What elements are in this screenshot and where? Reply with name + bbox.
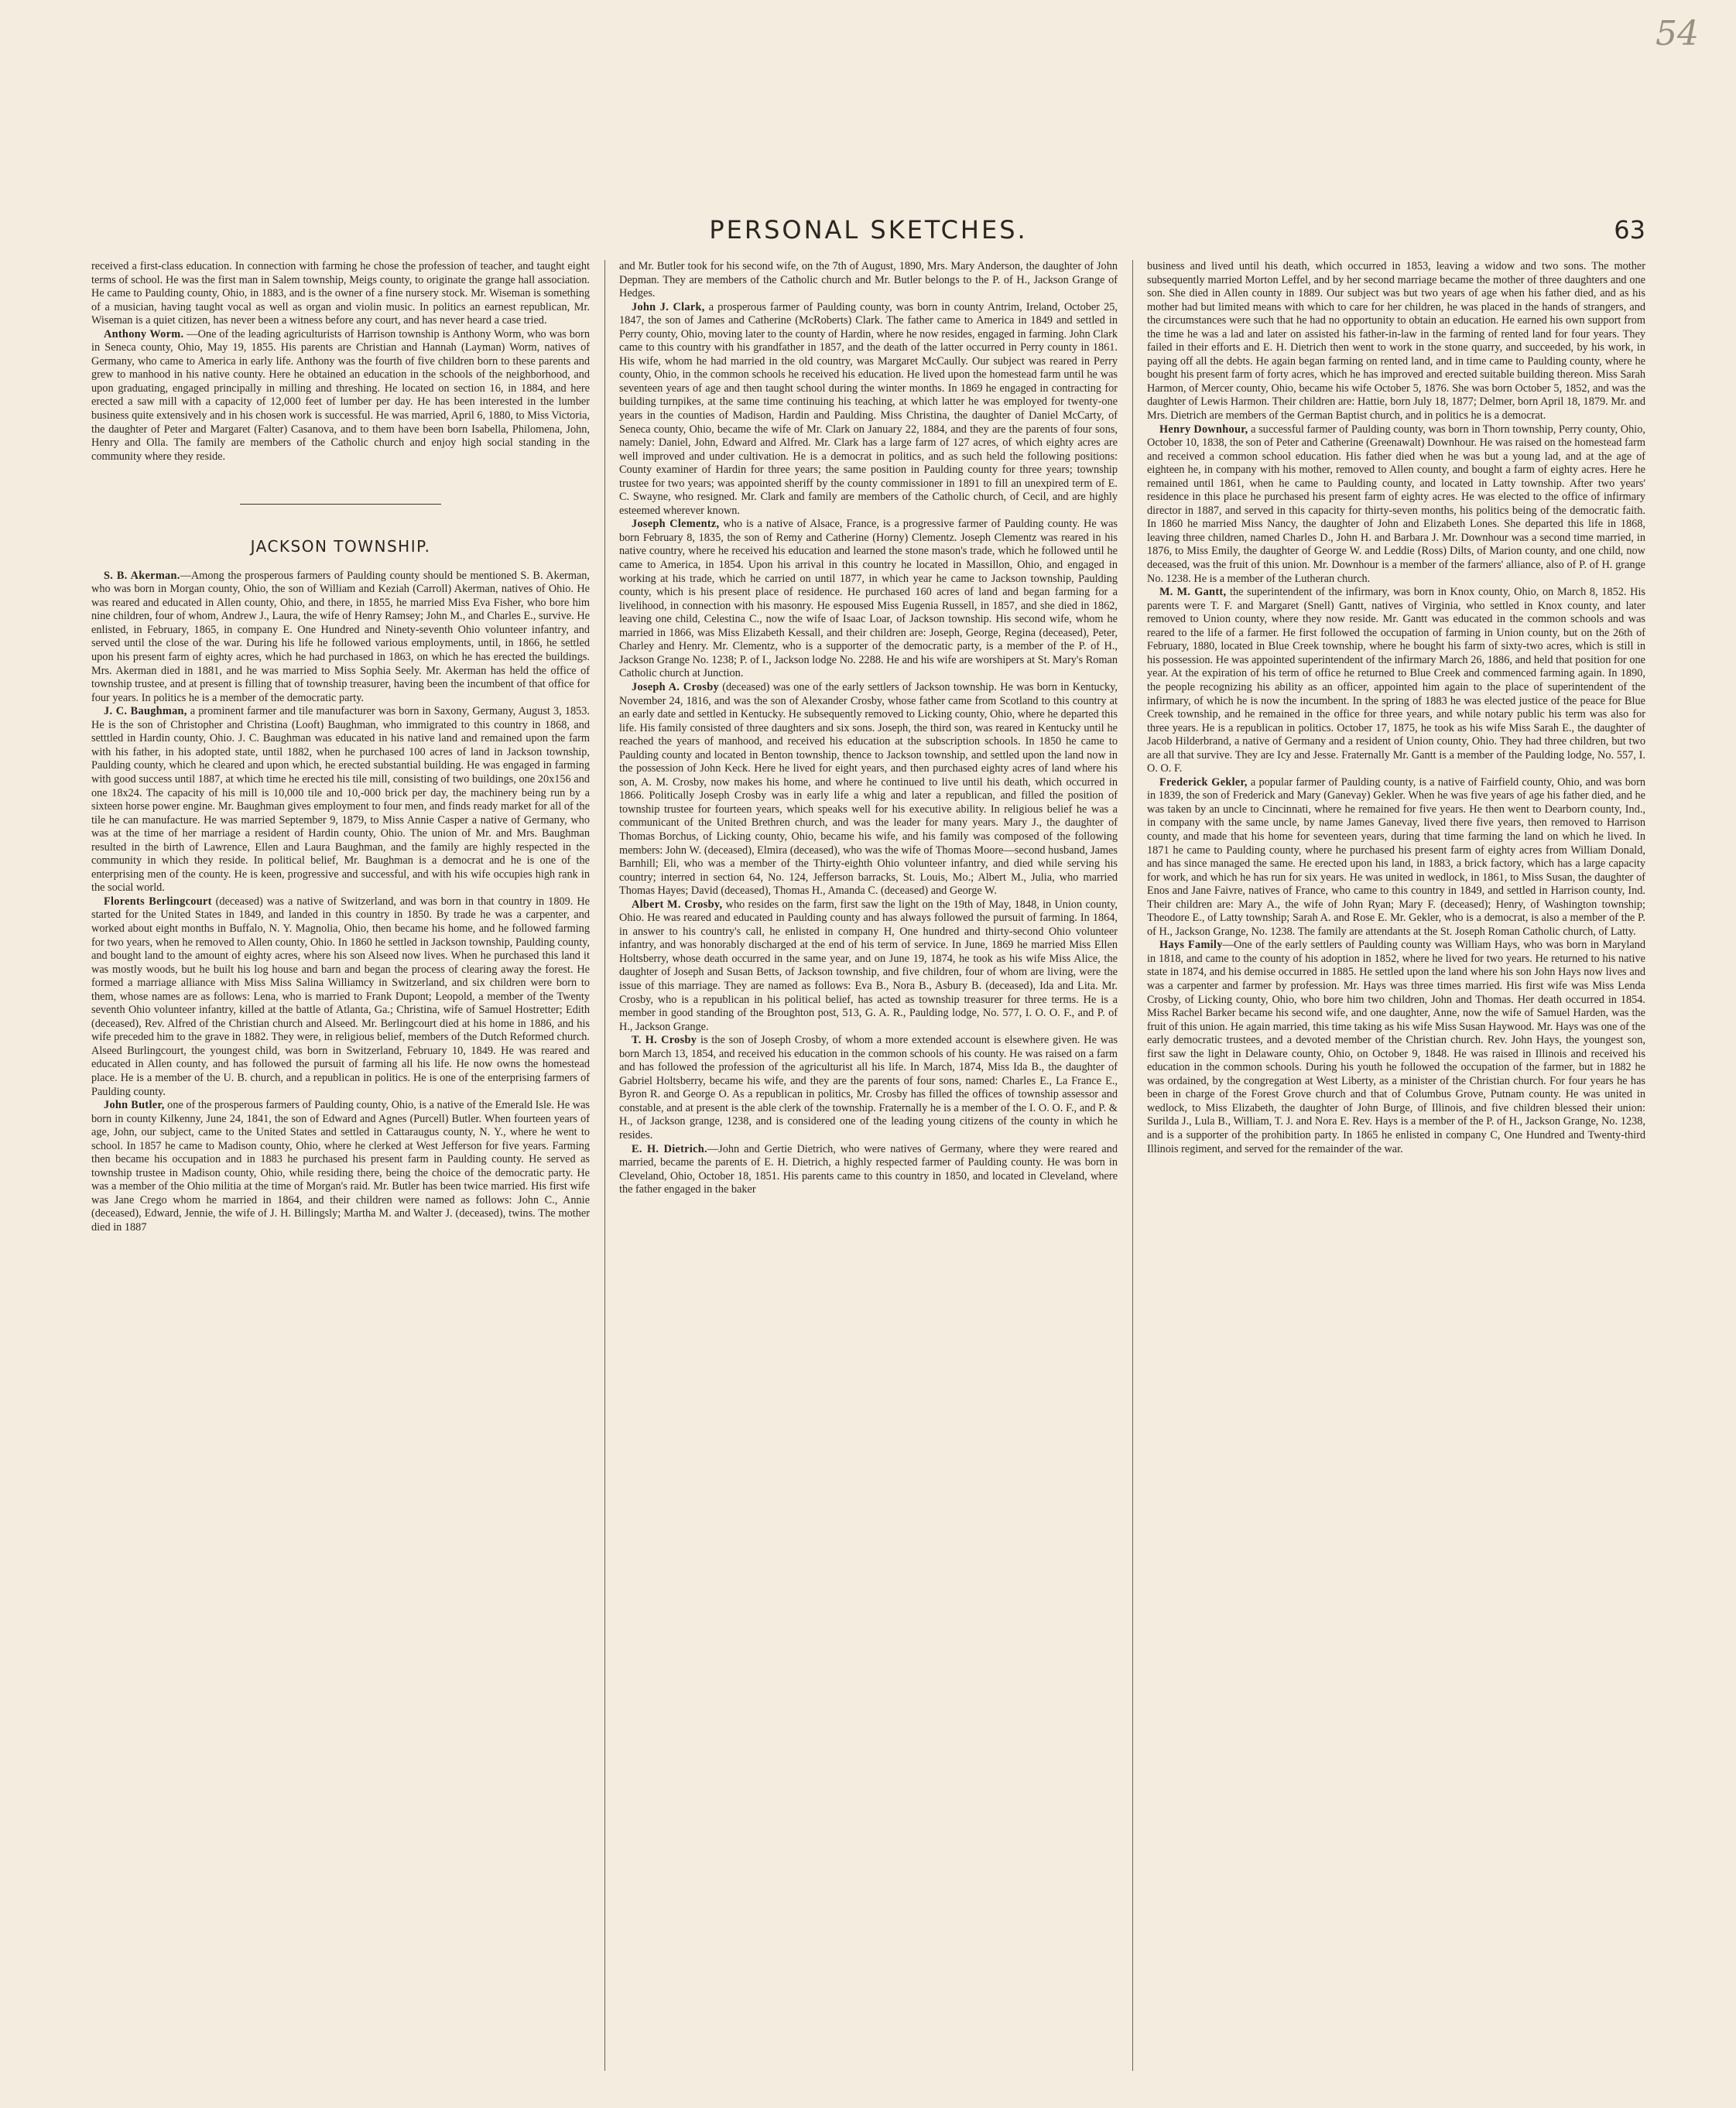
column-3-entries <box>1147 260 1645 1156</box>
biography-name: Anthony Worm. <box>104 327 184 340</box>
biography-name: Joseph A. Crosby <box>632 680 719 693</box>
text-columns <box>91 260 1645 2071</box>
biography-text: who is a native of Alsace, France, is a progressive farmer of Paulding county. He was born February 8, 1835, the son of Remy and Catherine (Horny) Clementz. Joseph Clementz was reared in his native country, where he received his education and learned the stone mason's trade, which he followed until he came to America, in 1854. Upon his arrival in this country he located in Massillon, Ohio, and engaged in working at his trade, which he carried on until 1877, in which year he came to Jackson township, Paulding county, which is his present place of residence. He purchased 160 acres of land and began farming for a livelihood, in connection with his masonry. He espoused Miss Eugenia Russell, in 1857, and she died in 1862, leaving one child, Celestina C., now the wife of Isaac Loar, of Jackson township. His second wife, whom he married in 1866, was Miss Elizabeth Kessall, and their children are: Joseph, George, Regina (deceased), Peter, Charley and Henry. Mr. Clementz, who is a supporter of the democratic party, is a member of the P. of H., Jackson Grange No. 1238; P. of I., Jackson lodge No. 2288. He and his wife are worshipers at St. Mary's Roman Catholic church at Junction. <box>619 518 1118 680</box>
biography-entry <box>619 1143 1118 1197</box>
biography-entry <box>619 518 1118 681</box>
biography-text: business and lived until his death, which occurred in 1853, leaving a widow and two sons. The mother subsequently married Morton Leffel, and by her second marriage became the mother of three daughters and one son. She died in Allen county in 1889. Our subject was but two years of age when his father died, and as his mother had but limited means with which to care for her children, he was placed in the hands of strangers, and the circumstances were such that he had no opportunity to obtain an education. He earned his own support from the time he was a lad and later on assisted his father-in-law in the farming of rented land for four years. They failed in their efforts and E. H. Dietrich then went to work in the stone quarry, and succeeded, by his work, in paying off all the debts. He again began farming on rented land, and in time came to Paulding county, where he bought his present farm of forty acres, which he has improved and erected suitable building thereon. Miss Sarah Harmon, of Mercer county, Ohio, became his wife October 5, 1876. She was born October 5, 1852, and was the daughter of Lewis Harmon. Their children are: Hattie, born July 18, 1877; Delmer, born April 18, 1879. Mr. and Mrs. Dietrich are members of the German Baptist church, and in politics he is a democrat. <box>1147 260 1645 423</box>
column-1 <box>91 260 590 2071</box>
biography-text: received a first-class education. In connection with farming he chose the profession of teacher, and taught eight terms of school. He was the first man in Salem township, Meigs county, to originate the grange hall association. He came to Paulding county, Ohio, in 1883, and is the owner of a fine nursery stock. Mr. Wiseman is something of a musician, having taught vocal as well as organ and violin music. In politics an earnest republican, Mr. Wiseman is a quiet citizen, has never been a witness before any court, and has never heard a case tried. <box>91 260 590 327</box>
biography-entry <box>1147 260 1645 423</box>
biography-entry <box>1147 776 1645 939</box>
column-2 <box>619 260 1118 2071</box>
page-title: PERSONAL SKETCHES. <box>709 215 1028 245</box>
biography-entry <box>91 570 590 705</box>
column-rule <box>604 260 605 2071</box>
biography-entry <box>619 1034 1118 1142</box>
biography-text: the superintendent of the infirmary, was born in Knox county, Ohio, on March 8, 1852. His parents were T. F. and Margaret (Snell) Gantt, natives of Virginia, who settled in Knox county, and later removed to Union county, where they now reside. Mr. Gantt was educated in the common schools and was reared to the life of a farmer. He first followed the occupation of farming in Union county, but on the 26th of February, 1880, located in Blue Creek township, where he bought his farm of sixty-two acres, which is still in his possession. He was appointed superintendent of the infirmary March 26, 1886, and held that position for one year. At the expiration of his term of office he returned to Blue Creek and commenced farming again. In 1890, the people recognizing his ability as an officer, appointed him again to the place of superintendent of the infirmary, of which he is now the incumbent. In the spring of 1883 he was elected justice of the peace for Blue Creek township, and he remained in the office for three years, and while notary public his term was also for three years. He is a republican in politics. October 17, 1875, he took as his wife Miss Sarah E., the daughter of Jacob Hilderbrand, a native of Germany and a resident of Union county, Ohio. They had three children, but two are all that survive. They are Icy and Jesse. Fraternally Mr. Gantt is a member of the Paulding lodge, No. 557, I. O. O. F. <box>1147 586 1645 775</box>
biography-text: —One of the leading agriculturists of Harrison township is Anthony Worm, who was born in Seneca county, Ohio, May 19, 1855. His parents are Christian and Hannah (Layman) Worm, natives of Germany, who came to America in early life. Anthony was the fourth of five children born to these parents and grew to manhood in his native county. Here he obtained an education in the schools of the neighborhood, and upon graduating, engaged principally in milling and threshing. He located on section 16, in 1884, and here erected a saw mill with a capacity of 12,000 feet of lumber per day. He has been interested in the lumber business quite extensively and in his chosen work is successful. He was married, April 6, 1880, to Miss Victoria, the daughter of Peter and Margaret (Falter) Casanova, and to them have been born Isabella, Philomena, John, Henry and Olla. The family are members of the Catholic church and enjoy high social standing in the community where they reside. <box>91 327 590 463</box>
page-number: 63 <box>1614 215 1645 245</box>
biography-text: a prominent farmer and tile manufacturer was born in Saxony, Germany, August 3, 1853. He is the son of Christopher and Christina (Looft) Baughman, who immigrated to this country in 1868, and setttled in Hardin county, Ohio. J. C. Baughman was educated in his native land and remained upon the farm with his father, in his adopted state, until 1882, when he purchased 100 acres of land in Jackson township, Paulding county, which he cleared and upon which, he erected substantial building. He was engaged in farming with good success until 1887, at which time he erected his tile mill, consisting of two buildings, one 20x156 and one 18x24. The capacity of his mill is 10,000 tile and 10,-000 brick per day, the machinery being run by a sixteen horse power engine. Mr. Baughman gives employment to four men, and finds ready market for all of the tile he can manufacture. He was married September 9, 1879, to Miss Annie Casper a native of Germany, who was at the time of her marriage a resident of Hardin county, Ohio. The union of Mr. and Mrs. Baughman resulted in the birth of Lawrence, Ellen and Laura Baughman, and the family are highly respected in the community in which they reside. In political belief, Mr. Baughman is a democrat and he is one of the enterprising men of the county. He is keen, progressive and successful, and with his wife occupies high rank in the social world. <box>91 705 590 895</box>
biography-entry <box>91 260 590 328</box>
biography-text: a prosperous farmer of Paulding county, was born in county Antrim, Ireland, October 25, 1847, the son of James and Catherine (McRoberts) Clark. The father came to America in 1849 and settled in Perry county, Ohio, moving later to the county of Hardin, where he now resides, engaged in farming. John Clark came to this country with his grandfather in 1857, and the death of the latter occurred in Perry county in 1861. His wife, whom he had married in the old country, was Margaret McCaully. Our subject was reared in Perry county, Ohio, in the common schools he received his education. He lived upon the homestead farm until he was seventeen years of age and then taught school during the winter months. In 1869 he engaged in contracting for building turnpikes, at the same time continuing his teaching, at which latter he was employed for twenty-one years in the counties of Madison, Hardin and Paulding. Miss Christina, the daughter of Daniel McCarty, of Seneca county, Ohio, became the wife of Mr. Clark on January 22, 1884, and they are the parents of four sons, namely: Daniel, John, Edward and Alfred. Mr. Clark has a large farm of 127 acres, of which eighty acres are well improved and under cultivation. He is a democrat in politics, and as such held the following positions: County examiner of Hardin for three years; the same position in Paulding county for three years; township trustee for two years; was appointed sheriff by the county commissioner in 1891 to fill an unexpired term of E. C. Swayne, who resigned. Mr. Clark and family are members of the Catholic church, of Cecil, and are highly esteemed wherever known. <box>619 300 1118 517</box>
biography-entry <box>1147 423 1645 587</box>
biography-name: Florents Berlingcourt <box>104 895 212 908</box>
column-3 <box>1147 260 1645 2071</box>
section-title: JACKSON TOWNSHIP. <box>250 537 431 556</box>
biography-text: —One of the early settlers of Paulding county was William Hays, who was born in Maryland in 1818, and came to the county of his adoption in 1852, where he lived for two years. He returned to his native state in 1874, and his demise occurred in 1885. He settled upon the land where his son John Hays now lives and was a carpenter and farmer by profession. Mr. Hays was three times married. His first wife was Miss Lenda Crosby, of Licking county, Ohio, who bore him two children, John and Thomas. Her death occurred in 1854. Miss Rachel Barker became his second wife, and one daughter, Anne, now the wife of Samuel Harden, was the fruit of this union. He again married, this time taking as his wife Miss Susan Haywood. Mr. Hays was one of the early democratic trustees, and a devoted member of the Christian church. Rev. John Hays, the youngest son, first saw the light in Delaware county, Ohio, on October 9, 1848. He was raised in Illinois and received his education in the common schools. During his youth he followed the occupation of the farmer, but in 1882 he was ordained, by the congregation at West Liberty, as a minister of the Christian church. For four years he has been in charge of the Forest Grove church and that of Columbus Grove, Putnam county. He was united in wedlock, to Miss Elizabeth, the daughter of John Burge, of Illinois, and five children blessed their union: Surilda J., Lula B., William, T. J. and Nora E. Rev. Hays is a member of the P. of H., Jackson Grange, No. 1238, and is a supporter of the prohibition party. In 1865 he enlisted in company C, One Hundred and Twenty-third Illinois regiment, and served for the remainder of the war. <box>1147 939 1645 1155</box>
biography-text: (deceased) was a native of Switzerland, and was born in that country in 1809. He started for the United States in 1849, and landed in this country in 1850. By trade he was a carpenter, and worked about eight months in Buffalo, N. Y. Magnolia, Ohio, then became his home, and he followed farming for two years, when he removed to Allen county, Ohio. In 1860 he settled in Jackson township, Paulding county, and bought land to the amount of eighty acres, where his son Alseed now lives. When he purchased this land it was mostly woods, but he built his log house and barn and began the process of clearing away the forest. He formed a marriage alliance with Miss Miss Salina Williamcy in Switzerland, and six children were born to them, whose names are as follows: Lena, who is married to Frank Dupont; Leopold, a member of the Twenty seventh Ohio volunteer infantry, killed at the battle of Atlanta, Ga.; Christina, wife of Samuel Hostretter; Edith (deceased), Rev. Alfred of the Christian church and Alseed. Mr. Berlingcourt died at his home in 1886, and his wife preceded him to the grave in 1882. They were, in religious belief, members of the Dutch Reformed church. Alseed Burlingcourt, the youngest child, was born in Switzerland, February 10, 1849. He was reared and educated in Allen county, and has followed the pursuit of farming all his life. He now owns the homestead place. He is a member of the U. B. church, and a republican in politics. He is one of the enterprising farmers of Paulding county. <box>91 895 590 1098</box>
section-divider <box>240 504 441 505</box>
biography-text: (deceased) was one of the early settlers of Jackson township. He was born in Kentucky, November 24, 1816, and was the son of Alexander Crosby, whose father came from Scotland to this country at an early date and settled in Kentucky. He subsequently removed to Licking county, Ohio, where he departed this life. His family consisted of three daughters and six sons. Joseph, the third son, was reared in Kentucky until he reached the years of manhood, and received his education at the subscription schools. In 1850 he came to Paulding county and located in Benton township, thence to Jackson township, and settled upon the land now in the possession of John Keck. Here he lived for eight years, and then purchased eighty acres of land where his son, A. M. Crosby, now makes his home, and where he continued to live until his death, which occurred in 1866. Politically Joseph Crosby was in early life a whig and later a republican, and filled the position of township trustee for fourteen years, which speaks well for his executive ability. In religious belief he was a communicant of the United Brethren church, and was the leader for many years. Mary J., the daughter of Thomas Borchus, of Licking county, Ohio, became his wife, and his family was composed of the following members: John W. (deceased), Elmira (deceased), who was the wife of Thomas Moore—second husband, James Barnhill; Eli, who was a member of the Thirty-eighth Ohio volunteer infantry, and died while serving his country; interred in section 64, No. 124, Jefferson barracks, St. Louis, Mo.; Albert M., Julia, who married Thomas Hayes; David (deceased), Thomas H., Amanda C. (deceased) and George W. <box>619 680 1118 898</box>
biography-entry <box>1147 939 1645 1156</box>
biography-name: Frederick Gekler, <box>1159 775 1248 789</box>
column-rule <box>1132 260 1133 2071</box>
biography-name: Henry Downhour, <box>1159 423 1248 436</box>
biography-entry <box>619 681 1118 898</box>
biography-text: a successful farmer of Paulding county, was born in Thorn township, Perry county, Ohio, October 10, 1838, the son of Peter and Catherine (Greenawalt) Downhour. He was raised on the homestead farm and received a common school education. His father died when he was but a young lad, and at the age of eighteen he, in company with his mother, removed to Allen county, and bought a farm of eighty acres. Here he remained until 1861, when he came to Paulding county, and located in Latty township. After two years' residence in this place he purchased his present farm of eighty acres. He was elected to the office of infirmary director in 1887, and served in this capacity for thirty-seven months, his politics being of the democratic faith. In 1860 he married Miss Nancy, the daughter of John and Elizabeth Lones. She departed this life in 1868, leaving three children, named Charles D., John H. and Barbara J. Mr. Downhour was a second time married, in 1876, to Miss Emily, the daughter of George W. and Leddie (Ross) Dilts, of Marion county, and one child, now deceased, was the fruit of this union. Mr. Downhour is a member of the farmers' alliance, also of P. of H. grange No. 1238. He is a member of the Lutheran church. <box>1147 423 1645 585</box>
biography-name: Joseph Clementz, <box>632 518 720 531</box>
handwritten-page-number: 54 <box>1656 14 1699 53</box>
biography-text: —Among the prosperous farmers of Paulding county should be mentioned S. B. Akerman, who was born in Morgan county, Ohio, the son of William and Keziah (Carroll) Akerman, natives of Ohio. He was reared and educated in Allen county, Ohio, and there, in 1855, he married Miss Eva Fisher, who bore him nine children, four of whom, Andrew J., Laura, the wife of Henry Ramsey; John M., and Charles E., survive. He enlisted, in February, 1865, in company E. One Hundred and Ninety-seventh Ohio volunteer infantry, and served until the close of the war. During his life he followed various employments, until, in 1866, he settled upon his present farm of eighty acres, which he had purchased in 1863, on which he has erected the buildings. Mrs. Akerman died in 1881, and he was married to Miss Sophia Seely. Mr. Akerman has held the office of township trustee, and at present is filling that of township treasurer, having been the incumbent of that office for four years. In politics he is a member of the democratic party. <box>91 569 590 704</box>
biography-name: Hays Family <box>1159 939 1223 952</box>
biography-entry <box>619 898 1118 1034</box>
biography-text: —John and Gertie Dietrich, who were natives of Germany, where they were reared and married, became the parents of E. H. Dietrich, a highly respected farmer of Paulding county. He was born in Cleveland, Ohio, October 18, 1851. His parents came to this country in 1850, and located in Cleveland, where the father engaged in the baker <box>619 1142 1118 1196</box>
biography-entry <box>91 895 590 1099</box>
biography-entry <box>619 301 1118 518</box>
biography-name: John Butler, <box>104 1099 165 1112</box>
biography-name: John J. Clark, <box>632 300 705 313</box>
biography-entry <box>91 328 590 464</box>
column-1-entries <box>91 260 590 464</box>
page-header <box>91 215 1645 254</box>
biography-entry <box>91 1099 590 1234</box>
column-2-entries <box>619 260 1118 1197</box>
biography-name: J. C. Baughman, <box>104 705 187 718</box>
biography-entry <box>91 705 590 895</box>
biography-name: M. M. Gantt, <box>1159 586 1227 599</box>
biography-name: E. H. Dietrich. <box>632 1142 707 1155</box>
biography-entry <box>1147 586 1645 776</box>
biography-entry <box>619 260 1118 301</box>
column-1-township-entries <box>91 570 590 1235</box>
biography-text: one of the prosperous farmers of Paulding county, Ohio, is a native of the Emerald Isle. He was born in county Kilkenny, June 24, 1841, the son of Edward and Agnes (Purcell) Butler. When fourteen years of age, John, our subject, came to the United States and settled in Cattaraugus county, N. Y., where he went to school. In 1857 he came to Madison county, Ohio, where he clerked at West Jefferson for five years. Farming then became his occupation and in 1883 he purchased his present farm in Paulding county. He served as township trustee in Madison county, Ohio, while residing there, being the choice of the democratic party. He was a member of the Ohio militia at the time of Morgan's raid. Mr. Butler has been twice married. His first wife was Jane Crego whom he married in 1864, and their children were named as follows: John C., Annie (deceased), Edward, Jennie, the wife of J. H. Billingsly; Martha M. and Walter J. (deceased), twins. The mother died in 1887 <box>91 1099 590 1234</box>
biography-text: who resides on the farm, first saw the light on the 19th of May, 1848, in Union county, Ohio. He was reared and educated in Paulding county and has always followed the pursuit of farming. In 1864, in answer to his country's call, he enlisted in company H, One hundred and thirty-second Ohio volunteer infantry, and was honorably discharged at the end of his term of service. In June, 1869 he married Miss Ellen Holtsberry, whose death occurred in the same year, and on June 19, 1874, he took as his wife Miss Alice, the daughter of Joseph and Susan Betts, of Jackson township, and five children, four of whom are living, were the issue of this marriage. They are named as follows: Eva B., Nora B., Asbury B. (deceased), Ida and Lita. Mr. Crosby, who is a republican in his political belief, has acted as township treasurer for three terms. He is a member in good standing of the Broughton post, 513, G. A. R., Paulding lodge, No. 577, I. O. O. F., and P. of H., Jackson Grange. <box>619 898 1118 1033</box>
biography-text: is the son of Joseph Crosby, of whom a more extended account is elsewhere given. He was born March 13, 1854, and received his education in the common schools of his county. He was raised on a farm and has followed the profession of the agriculturist all his life. In March, 1874, Miss Ida B., the daughter of Gabriel Holtsberry, became his wife, and they are the parents of four sons, named: Charles E., La France E., Byron R. and George O. As a republican in politics, Mr. Crosby has filled the offices of township assessor and constable, and at present is the able clerk of the township. Fraternally he is a member of the I. O. O. F., and P. & H., of Jackson grange, 1238, and is considered one of the leading young citizens of the county in which he resides. <box>619 1034 1118 1141</box>
biography-name: T. H. Crosby <box>632 1034 697 1047</box>
biography-name: Albert M. Crosby, <box>632 898 723 911</box>
biography-text: and Mr. Butler took for his second wife, on the 7th of August, 1890, Mrs. Mary Anderson, the daughter of John Depman. They are members of the Catholic church and Mr. Butler belongs to the P. of H., Jackson Grange of Hedges. <box>619 260 1118 300</box>
biography-text: a popular farmer of Paulding county, is a native of Fairfield county, Ohio, and was born in 1839, the son of Frederick and Mary (Ganevay) Gekler. When he was five years of age his father died, and he was taken by an uncle to Cincinnati, where he remained for five years. He then went to Dearborn county, Ind., in company with the same uncle, by name James Ganevay, lived there five years, then removed to Harrison county, and made that his home for seventeen years, during that time farming the land on which he lived. In 1871 he came to Paulding county, where he purchased his present farm of eighty acres from William Donald, and has since managed the same. He erected upon his land, in 1883, a brick factory, which has a large capacity for work, and which he has run for six years. He was united in wedlock, in 1861, to Miss Susan, the daughter of Enos and Jane Faivre, natives of France, who came to this country in 1849, and settled in Harrison county, Ind. Their children are: Mary A., the wife of John Ryan; Mary F. (deceased); Henry, of Washington township; Theodore E., of Latty township; Sarah A. and Rose E. Mr. Gekler, who is a democrat, is also a member of the P. of H., Jackson Grange, No. 1238. The family are attendants at the St. Joseph Roman Catholic church, of Latty. <box>1147 775 1645 938</box>
biography-name: S. B. Akerman. <box>104 569 180 582</box>
